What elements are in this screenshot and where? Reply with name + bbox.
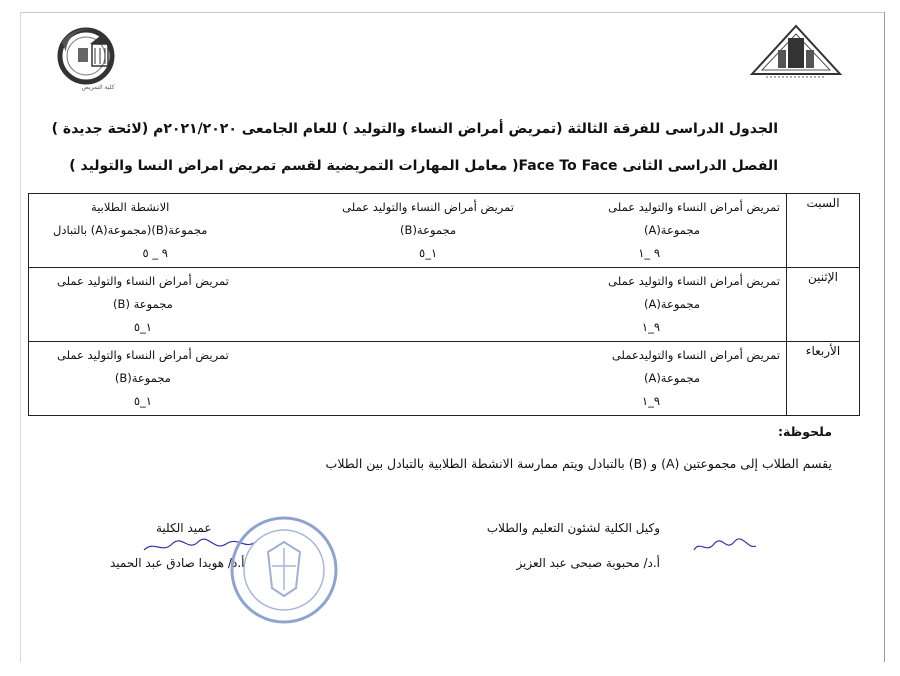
dean-name: أ.د/ هويدا صادق عبد الحميد	[110, 556, 245, 570]
schedule-entry	[612, 344, 780, 413]
time-range: ١_٥	[133, 394, 152, 408]
vice-dean-name: أ.د/ محبوبة صبحى عبد العزيز	[516, 556, 660, 570]
document-subtitle: الفصل الدراسى الثانى Face To Face( معامل المهارات التمريضية لقسم تمريض امراض النسا والتوليد )	[69, 158, 778, 174]
time-range: ٩ _ ٥	[142, 246, 168, 260]
group-label: مجموعة(B)	[400, 223, 457, 237]
note-label: ملحوظة:	[777, 424, 832, 439]
page-border	[20, 12, 884, 13]
schedule-entry	[57, 270, 229, 339]
day-cell	[787, 342, 860, 416]
dean-title: عميد الكلية	[156, 521, 212, 535]
course-name: تمريض أمراض النساء والتوليد عملى	[608, 200, 780, 214]
day-cell	[787, 268, 860, 342]
day-cell	[787, 194, 860, 268]
group-label: مجموعة (B)	[113, 297, 173, 311]
time-range: ٩ _١	[638, 246, 660, 260]
time-range: ١_٥	[419, 246, 438, 260]
vice-dean-title: وكيل الكلية لشئون التعليم والطلاب	[486, 521, 660, 535]
group-label: مجموعة(A)	[643, 297, 700, 311]
schedule-entry	[608, 270, 780, 339]
page-border	[884, 12, 885, 662]
time-range: ١_٥	[133, 320, 152, 334]
time-range: ٩_١	[641, 320, 660, 334]
course-name: تمريض أمراض النساء والتوليد عملى	[57, 274, 229, 288]
course-name: تمريض أمراض النساء والتوليد عملى	[342, 200, 514, 214]
group-label: مجموعة(A)	[643, 371, 700, 385]
official-stamp-icon	[228, 514, 340, 626]
group-label: مجموعة(B)	[114, 371, 171, 385]
slots-cell	[29, 268, 787, 342]
course-name: تمريض أمراض النساء والتوليدعملى	[611, 348, 780, 362]
page-border	[20, 12, 21, 662]
course-name: الانشطة الطلابية	[91, 200, 170, 214]
course-name: تمريض أمراض النساء والتوليد عملى	[57, 348, 229, 362]
table-row	[29, 342, 860, 416]
time-range: ٩_١	[641, 394, 660, 408]
schedule-entry	[53, 196, 207, 265]
schedule-entry	[57, 344, 229, 413]
group-label: مجموعة(B)(مجموعة(A) بالتبادل	[53, 223, 208, 237]
signature-scribble-icon	[690, 536, 760, 556]
note-text: يقسم الطلاب إلى مجموعتين (A) و (B) بالتبادل ويتم ممارسة الانشطة الطلابية بالتبادل بين الطلاب	[325, 456, 832, 471]
day-label: السبت	[806, 196, 840, 210]
logo-caption: كلية التمريض	[81, 84, 115, 91]
slots-cell	[29, 342, 787, 416]
university-logo-icon	[748, 22, 844, 78]
course-name: تمريض أمراض النساء والتوليد عملى	[608, 274, 780, 288]
schedule-table	[28, 193, 860, 416]
group-label: مجموعة(A)	[643, 223, 700, 237]
document-title: الجدول الدراسى للفرقة الثالثة (تمريض أمراض النساء والتوليد ) للعام الجامعى ٢٠٢١/٢٠٢٠م (لائحة جديدة )	[51, 121, 778, 137]
slots-cell	[29, 194, 787, 268]
table-row	[29, 268, 860, 342]
day-label: الأربعاء	[805, 344, 841, 358]
day-label: الإثنين	[808, 270, 838, 284]
schedule-entry	[608, 196, 780, 265]
table-row	[29, 194, 860, 268]
schedule-entry	[342, 196, 514, 265]
